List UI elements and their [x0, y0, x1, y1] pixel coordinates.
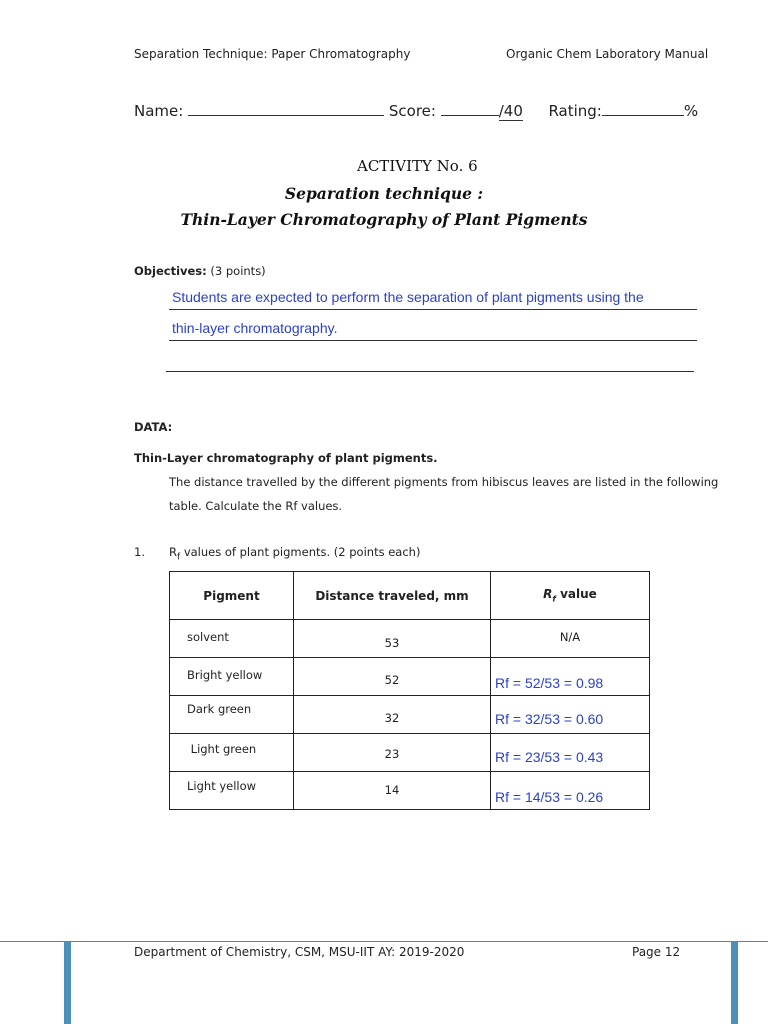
rf-values-table: [169, 571, 650, 810]
footer-rule: [0, 941, 768, 942]
info-fields-row: [134, 101, 698, 120]
data-heading: DATA:: [134, 420, 173, 434]
footer-left-bar: [64, 941, 71, 1024]
rating-field[interactable]: [602, 101, 684, 116]
header-rf-r: R: [543, 587, 553, 602]
name-label: Name:: [134, 102, 184, 120]
score-total: /40: [498, 102, 523, 120]
activity-number: ACTIVITY No. 6: [357, 157, 478, 175]
score-label: Score:: [388, 102, 436, 120]
objectives-points: (3 points): [210, 264, 266, 278]
activity-title-line1: Separation technique :: [284, 184, 484, 203]
pigment-cell: Bright yellow: [170, 658, 294, 696]
table-row: [170, 620, 650, 658]
data-paragraph-line2: table. Calculate the Rf values.: [169, 499, 343, 513]
table-row: [170, 696, 650, 734]
rf-symbol-f: f: [177, 552, 181, 563]
distance-cell: 32: [294, 696, 491, 734]
footer-right-bar: [731, 941, 738, 1024]
rf-cell: N/A: [491, 620, 650, 658]
header-rf-rest: value: [555, 587, 597, 602]
pigment-cell: solvent: [170, 620, 294, 658]
distance-cell: 14: [294, 772, 491, 810]
answer-line-2: [169, 340, 697, 341]
data-paragraph-line1: The distance travelled by the different pigments from hibiscus leaves are listed in the following: [169, 475, 719, 489]
objectives-label: Objectives:: [134, 264, 207, 278]
header-right: Organic Chem Laboratory Manual: [506, 47, 709, 61]
data-subheading: Thin-Layer chromatography of plant pigments.: [134, 451, 438, 465]
objectives-answer-line2: thin-layer chromatography.: [172, 320, 338, 336]
distance-cell: 23: [294, 734, 491, 772]
footer-page-number: Page 12: [632, 945, 681, 959]
rating-unit: %: [683, 102, 699, 120]
header-rf-f: f: [552, 594, 556, 604]
header-rf-value: [491, 572, 650, 620]
activity-title-line2: Thin-Layer Chromatography of Plant Pigments: [180, 210, 588, 229]
table-row: [170, 772, 650, 810]
name-field[interactable]: [188, 101, 384, 116]
answer-line-1: [169, 309, 697, 310]
rf-cell: Rf = 14/53 = 0.26: [491, 772, 650, 810]
distance-cell: 52: [294, 658, 491, 696]
rf-cell: Rf = 23/53 = 0.43: [491, 734, 650, 772]
rf-cell: Rf = 52/53 = 0.98: [491, 658, 650, 696]
objectives-answer-line1: Students are expected to perform the separation of plant pigments using the: [172, 289, 644, 305]
footer-left: Department of Chemistry, CSM, MSU-IIT AY: 2019-2020: [134, 945, 465, 959]
pigment-cell: Dark green: [170, 696, 294, 734]
question-text-body: values of plant pigments. (2 points each): [180, 545, 421, 559]
table-header-row: [170, 572, 650, 620]
rf-cell: Rf = 32/53 = 0.60: [491, 696, 650, 734]
question-text: [169, 545, 420, 562]
rf-symbol-r: R: [169, 545, 177, 559]
table-row: [170, 658, 650, 696]
header-pigment: Pigment: [170, 572, 294, 620]
score-field[interactable]: [441, 101, 499, 116]
distance-cell: 53: [294, 620, 491, 658]
objectives-heading: [134, 264, 266, 278]
header-distance: Distance traveled, mm: [294, 572, 491, 620]
rating-label: Rating:: [548, 102, 602, 120]
pigment-cell: Light yellow: [170, 772, 294, 810]
header-left: Separation Technique: Paper Chromatography: [134, 47, 411, 61]
question-number: 1.: [134, 545, 145, 559]
pigment-cell: Light green: [170, 734, 294, 772]
table-row: [170, 734, 650, 772]
answer-line-3[interactable]: [166, 371, 694, 372]
